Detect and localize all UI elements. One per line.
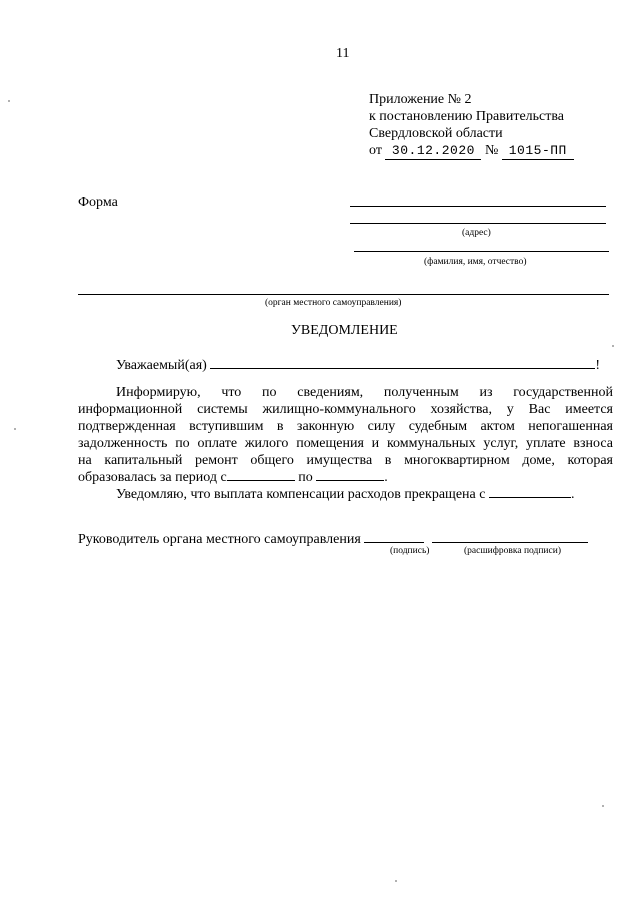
authority-line [78, 294, 609, 295]
salutation-line [116, 357, 600, 374]
address-line-1 [350, 206, 606, 207]
date-prefix: от [369, 143, 382, 158]
paragraph-2: Уведомляю, что выплата компенсации расходов прекращена с . [116, 487, 575, 502]
appendix-date-line [369, 142, 574, 160]
page-number: 11 [336, 46, 350, 61]
scan-speck [395, 880, 397, 882]
appendix-block [369, 91, 574, 160]
full-name-line [354, 251, 609, 252]
paragraph-1-line-3: подтвержденная вступившим в законную силу судебным актом непогашенная [78, 419, 613, 434]
date-value: 30.12.2020 [385, 142, 481, 160]
number-prefix: № [484, 143, 499, 158]
address-line-2 [350, 223, 606, 224]
scan-speck [602, 805, 604, 807]
signature-blank [364, 542, 424, 543]
number-value: 1015-ПП [502, 142, 574, 160]
salutation-text: Уважаемый(ая) [116, 358, 207, 373]
termination-date-blank [489, 497, 571, 498]
notice-title: УВЕДОМЛЕНИЕ [291, 323, 398, 338]
full-name-caption: (фамилия, имя, отчество) [424, 257, 527, 267]
signature-decoding-blank [432, 542, 588, 543]
signature-caption: (подпись) [390, 546, 430, 556]
period-to-blank [316, 480, 384, 481]
paragraph-1-line-1: Информирую, что по сведениям, полученным из государственной [116, 385, 613, 400]
scan-speck [8, 100, 10, 102]
paragraph-1-line-4: задолженность по оплате жилого помещения и коммунальных услуг, уплате взноса [78, 436, 613, 451]
appendix-line-1: Приложение № 2 [369, 92, 472, 107]
paragraph-1-line-6: образовалась за период с по . [78, 470, 388, 485]
head-title: Руководитель органа местного самоуправления [78, 532, 361, 547]
appendix-line-3: Свердловской области [369, 126, 503, 141]
paragraph-1 [78, 384, 613, 486]
scan-speck [14, 428, 16, 430]
form-label: Форма [78, 195, 118, 210]
salutation-end: ! [595, 358, 600, 373]
salutation-blank [210, 368, 595, 369]
authority-caption: (орган местного самоуправления) [265, 298, 402, 308]
scan-speck [612, 345, 614, 347]
appendix-line-2: к постановлению Правительства [369, 109, 565, 124]
address-caption: (адрес) [462, 228, 491, 238]
paragraph-1-line-2: информационной системы жилищно-коммунального хозяйства, у Вас имеется [78, 402, 613, 417]
signature-decoding-caption: (расшифровка подписи) [464, 546, 561, 556]
paragraph-1-line-5: на капитальный ремонт общего имущества в многоквартирном доме, которая [78, 453, 613, 468]
period-from-blank [227, 480, 295, 481]
